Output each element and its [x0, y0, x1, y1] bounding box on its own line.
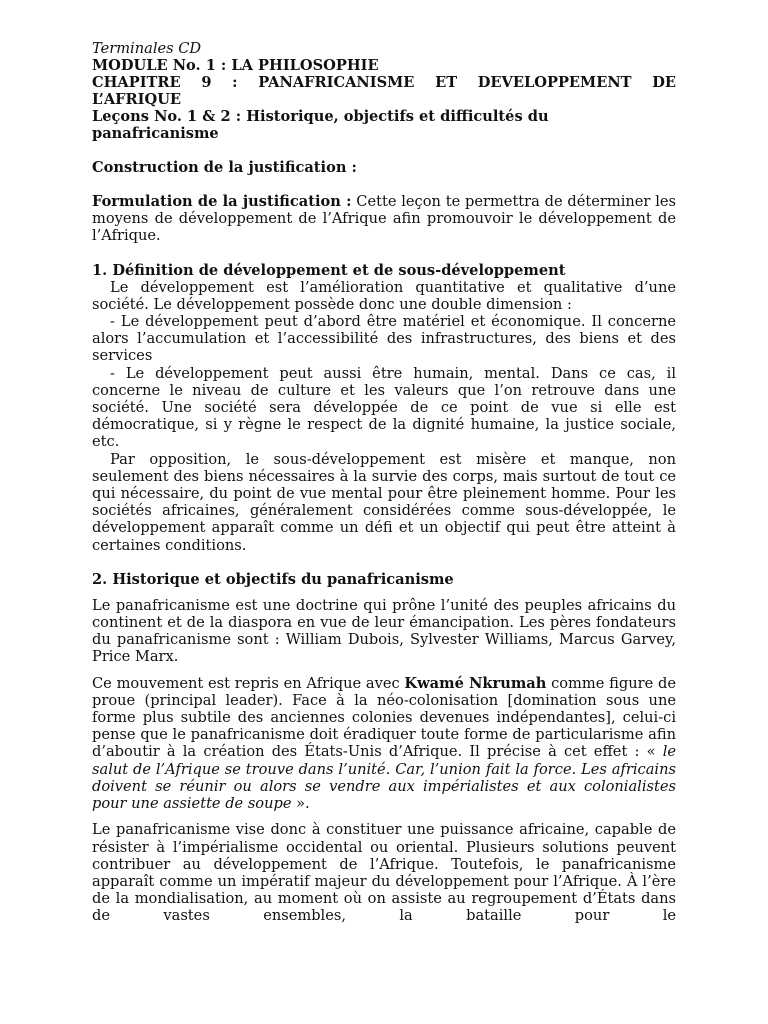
lessons-title: Leçons No. 1 & 2 : Historique, objectifs et difficultés du panafricanisme [92, 108, 549, 142]
class-level: Terminales CD [92, 40, 202, 57]
section1-paragraph-1: Le développement est l’amélioration quantitative et qualitative d’une société. Le développement possède donc une double dimension : [92, 278, 676, 313]
leader-name: Kwamé Nkrumah [404, 674, 547, 692]
section2-paragraph-3: Le panafricanisme vise donc à constituer une puissance africaine, capable de résister à l’impérialisme occidental ou oriental. Plusieurs solutions peuvent contribuer au développement de l’Afrique. Toutefois, le panafricanisme apparaît comme un impératif majeur du développement pour l’Afrique. À l’ère de la mondialisation, au moment où on assiste au regroupement d’États dans de vastes ensembles, la bataille pour le [92, 821, 676, 925]
chapter-title: CHAPITRE 9 : PANAFRICANISME ET DEVELOPPEMENT DE L’AFRIQUE [92, 74, 676, 108]
section2-paragraph-2: Ce mouvement est repris en Afrique avec Kwamé Nkrumah comme figure de proue (principal leader). Face à la néo-colonisation [domination sous une forme plus subtile des anciennes colonies devenues indépendantes], celui-ci pense que le panafricanisme doit éradiquer toute forme de particularisme afin d’aboutir à la création des États-Unis d’Afrique. Il précise à cet effet : « le salut de l’Afrique se trouve dans l’unité. Car, l’union fait la force. Les africains doivent se réunir ou alors se vendre aux impérialistes et aux colonialistes pour une assiette de soupe ». [92, 674, 676, 813]
section1-heading: 1. Définition de développement et de sous-développement [92, 261, 566, 279]
section1-paragraph-2: - Le développement peut d’abord être matériel et économique. Il concerne alors l’accumulation et l’accessibilité des infrastructures, des biens et des services [92, 313, 676, 365]
section1-paragraph-3: - Le développement peut aussi être humain, mental. Dans ce cas, il concerne le niveau de culture et les valeurs que l’on retrouve dans une société. Une société sera développée de ce point de vue si elle est démocratique, si y règne le respect de la dignité humaine, la justice sociale, etc. [92, 364, 676, 451]
formulation-text: Cette leçon te permettra de déterminer les moyens de développement de l’Afrique afin promouvoir le développement de l’Afrique. [92, 193, 676, 245]
nkrumah-quote: le salut de l’Afrique se trouve dans l’unité. Car, l’union fait la force. Les africains doivent se réunir ou alors se vendre aux impérialistes et aux colonialistes pour une assiette de soupe [92, 743, 676, 813]
construction-heading: Construction de la justification : [92, 159, 357, 176]
section2-heading: 2. Historique et objectifs du panafricanisme [92, 570, 454, 588]
formulation-paragraph [92, 193, 676, 245]
module-title: MODULE No. 1 : LA PHILOSOPHIE [92, 57, 379, 74]
section1-paragraph-4: Par opposition, le sous-développement est misère et manque, non seulement des biens nécessaires à la survie des corps, mais surtout de tout ce qui nécessaire, du point de vue mental pour être pleinement homme. Pour les sociétés africaines, généralement considérées comme sous-développée, le développement apparaît comme un défi et un objectif qui peut être atteint à certaines conditions. [92, 450, 676, 554]
formulation-label: Formulation de la justification : [92, 193, 352, 210]
section2-paragraph-1: Le panafricanisme est une doctrine qui prône l’unité des peuples africains du continent et de la diaspora en vue de leur émancipation. Les pères fondateurs du panafricanisme sont : William Dubois, Sylvester Williams, Marcus Garvey, Price Marx. [92, 596, 676, 666]
